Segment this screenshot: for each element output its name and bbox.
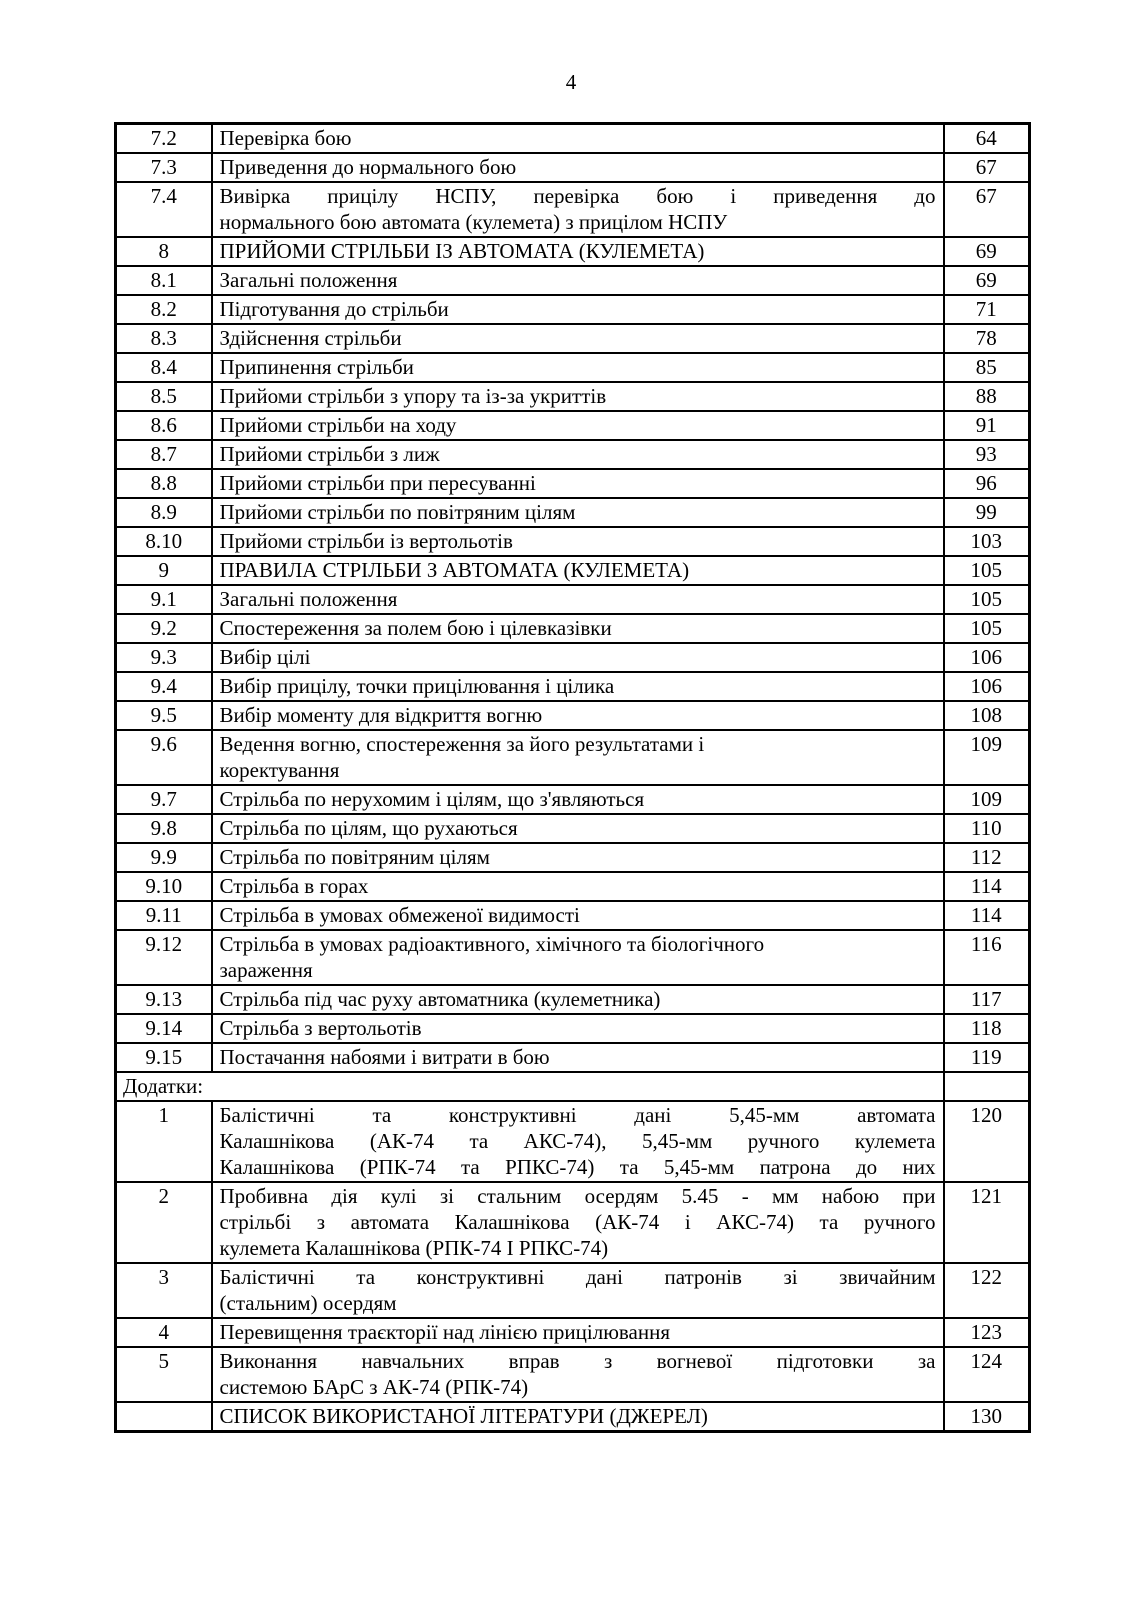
toc-title-line: нормального бою автомата (кулемета) з прицілом НСПУ <box>219 210 728 234</box>
toc-row-page: 120 <box>944 1101 1030 1182</box>
toc-row-number: 8.7 <box>116 440 212 469</box>
toc-row-number: 9.3 <box>116 643 212 672</box>
toc-row-title <box>212 1263 944 1318</box>
toc-row-page: 118 <box>944 1014 1030 1043</box>
toc-row <box>116 440 1030 469</box>
toc-title-line: Прийоми стрільби по повітряним цілям <box>219 500 576 524</box>
toc-title-line: Прийоми стрільби із вертольотів <box>219 529 513 553</box>
toc-row-title <box>212 814 944 843</box>
toc-title-line: Припинення стрільби <box>219 355 414 379</box>
toc-row-title <box>212 382 944 411</box>
toc-title-line: Прийоми стрільби з упору та із-за укриттів <box>219 384 607 408</box>
toc-title-line: Балістичні та конструктивні дані патронів зі звичайним <box>219 1265 936 1289</box>
toc-title-line: Калашнікова (РПК-74 та РПКС-74) та 5,45-мм патрона до них <box>219 1155 936 1179</box>
toc-row-number: 8.4 <box>116 353 212 382</box>
toc-row-number: 8.10 <box>116 527 212 556</box>
toc-row-page: 114 <box>944 901 1030 930</box>
toc-row-page: 96 <box>944 469 1030 498</box>
toc-title-line: Прийоми стрільби при пересуванні <box>219 471 536 495</box>
toc-row-title <box>212 1043 944 1072</box>
toc-row-number: 3 <box>116 1263 212 1318</box>
toc-row-number: 7.2 <box>116 124 212 154</box>
toc-row-number <box>116 1402 212 1432</box>
toc-row-number: 8.8 <box>116 469 212 498</box>
toc-row-page: 106 <box>944 672 1030 701</box>
toc-row-title <box>212 672 944 701</box>
toc-row-number: 8.6 <box>116 411 212 440</box>
toc-title-line: Пробивна дія кулі зі стальним осердям 5.45 - мм набою при <box>219 1184 936 1208</box>
toc-row <box>116 527 1030 556</box>
toc-row <box>116 814 1030 843</box>
toc-title-line: Стрільба в умовах радіоактивного, хімічного та біологічного <box>219 932 765 956</box>
toc-row-title <box>212 295 944 324</box>
toc-row-page: 119 <box>944 1043 1030 1072</box>
toc-row-title <box>212 469 944 498</box>
toc-row-page: 110 <box>944 814 1030 843</box>
toc-row-title <box>212 153 944 182</box>
toc-row <box>116 1014 1030 1043</box>
toc-title-line: Стрільба під час руху автоматника (кулеметника) <box>219 987 661 1011</box>
toc-row-page: 108 <box>944 701 1030 730</box>
toc-row-title <box>212 411 944 440</box>
toc-row-number: 8 <box>116 237 212 266</box>
toc-row-title <box>212 701 944 730</box>
page-number: 4 <box>565 70 577 94</box>
toc-row-number: 2 <box>116 1182 212 1263</box>
toc-title-line: Підготування до стрільби <box>219 297 449 321</box>
toc-row-page: 105 <box>944 556 1030 585</box>
toc-title-line: Спостереження за полем бою і цілевказівки <box>219 616 612 640</box>
toc-row-title <box>212 785 944 814</box>
toc-row <box>116 1263 1030 1318</box>
toc-row-title <box>212 1347 944 1402</box>
toc-row-title <box>212 527 944 556</box>
toc-row <box>116 498 1030 527</box>
toc-row-number: 4 <box>116 1318 212 1347</box>
toc-title-line: Перевищення траєкторії над лінією прицілювання <box>219 1320 670 1344</box>
toc-title-line: коректування <box>219 758 340 782</box>
toc-row-number: 9.13 <box>116 985 212 1014</box>
toc-row <box>116 237 1030 266</box>
toc-row <box>116 411 1030 440</box>
toc-row-page: 69 <box>944 266 1030 295</box>
toc-title-line: ПРИЙОМИ СТРІЛЬБИ ІЗ АВТОМАТА (КУЛЕМЕТА) <box>219 239 705 263</box>
toc-row <box>116 295 1030 324</box>
toc-title-line: Постачання набоями і витрати в бою <box>219 1045 550 1069</box>
toc-row-page: 67 <box>944 153 1030 182</box>
toc-title-line: Вибір цілі <box>219 645 311 669</box>
toc-row-page: 99 <box>944 498 1030 527</box>
toc-row-title <box>212 324 944 353</box>
toc-row <box>116 1347 1030 1402</box>
toc-row <box>116 1402 1030 1432</box>
toc-title-line: Стрільба з вертольотів <box>219 1016 422 1040</box>
toc-row-number: 9.8 <box>116 814 212 843</box>
toc-row-page: 114 <box>944 872 1030 901</box>
toc-row-page: 109 <box>944 785 1030 814</box>
toc-row <box>116 901 1030 930</box>
toc-row <box>116 730 1030 785</box>
toc-title-line: (стальним) осердям <box>219 1291 397 1315</box>
toc-title-line: Загальні положення <box>219 268 398 292</box>
toc-row-title <box>212 985 944 1014</box>
toc-row-page: 109 <box>944 730 1030 785</box>
toc-row <box>116 556 1030 585</box>
toc-title-line: Перевірка бою <box>219 126 352 150</box>
toc-row <box>116 324 1030 353</box>
toc-title-line: Вивірка прицілу НСПУ, перевірка бою і приведення до <box>219 184 936 208</box>
toc-title-line: Прийоми стрільби на ходу <box>219 413 457 437</box>
toc-row-page: 88 <box>944 382 1030 411</box>
toc-row-title <box>212 182 944 237</box>
toc-row-number: 8.1 <box>116 266 212 295</box>
toc-row-title <box>212 237 944 266</box>
toc-row-title <box>212 353 944 382</box>
toc-title-line: Стрільба по нерухомим і цілям, що з'являються <box>219 787 645 811</box>
toc-row <box>116 930 1030 985</box>
toc-section-row <box>116 1072 1030 1101</box>
toc-row-page: 123 <box>944 1318 1030 1347</box>
toc-row <box>116 1182 1030 1263</box>
toc-row-number: 9.14 <box>116 1014 212 1043</box>
toc-row-number: 9.11 <box>116 901 212 930</box>
toc-row-title <box>212 643 944 672</box>
toc-row <box>116 785 1030 814</box>
toc-title-line: Вибір моменту для відкриття вогню <box>219 703 543 727</box>
toc-row-title <box>212 1014 944 1043</box>
toc-row <box>116 1043 1030 1072</box>
toc-row-number: 7.3 <box>116 153 212 182</box>
toc-row-title <box>212 556 944 585</box>
toc-title-line: Приведення до нормального бою <box>219 155 517 179</box>
toc-row-title <box>212 498 944 527</box>
toc-row-page: 78 <box>944 324 1030 353</box>
toc-row-title <box>212 1318 944 1347</box>
toc-row-number: 9.9 <box>116 843 212 872</box>
toc-row-page: 67 <box>944 182 1030 237</box>
toc-row-page: 112 <box>944 843 1030 872</box>
toc-row-page: 64 <box>944 124 1030 154</box>
toc-title-line: зараження <box>219 958 313 982</box>
toc-row <box>116 182 1030 237</box>
toc-row-number: 5 <box>116 1347 212 1402</box>
toc-row-title <box>212 930 944 985</box>
toc-row-title <box>212 1101 944 1182</box>
toc-row-number: 9.15 <box>116 1043 212 1072</box>
toc-title-line: кулемета Калашнікова (РПК-74 І РПКС-74) <box>219 1236 609 1260</box>
toc-row-number: 1 <box>116 1101 212 1182</box>
toc-table <box>114 122 1031 1433</box>
toc-title-line: системою БАрС з АК-74 (РПК-74) <box>219 1375 529 1399</box>
toc-row-title <box>212 843 944 872</box>
toc-title-line: Прийоми стрільби з лиж <box>219 442 440 466</box>
toc-row-number: 9.1 <box>116 585 212 614</box>
toc-row-number: 9.6 <box>116 730 212 785</box>
toc-row-page: 105 <box>944 614 1030 643</box>
toc-row-number: 9.7 <box>116 785 212 814</box>
toc-row-page: 130 <box>944 1402 1030 1432</box>
toc-title-line: СПИСОК ВИКОРИСТАНОЇ ЛІТЕРАТУРИ (ДЖЕРЕЛ) <box>219 1404 708 1428</box>
toc-title-line: Калашнікова (АК-74 та АКС-74), 5,45-мм ручного кулемета <box>219 1129 936 1153</box>
toc-row-page: 69 <box>944 237 1030 266</box>
toc-row-page <box>944 1072 1030 1101</box>
toc-section-label: Додатки: <box>116 1072 944 1101</box>
toc-row-page: 91 <box>944 411 1030 440</box>
toc-row <box>116 266 1030 295</box>
toc-row-page: 93 <box>944 440 1030 469</box>
toc-row-title <box>212 1182 944 1263</box>
toc-row-page: 116 <box>944 930 1030 985</box>
toc-row-number: 9.5 <box>116 701 212 730</box>
toc-row <box>116 643 1030 672</box>
toc-row-number: 8.5 <box>116 382 212 411</box>
toc-row-title <box>212 124 944 154</box>
toc-row <box>116 1318 1030 1347</box>
toc-title-line: Стрільба в умовах обмеженої видимості <box>219 903 580 927</box>
toc-row-number: 7.4 <box>116 182 212 237</box>
toc-title-line: Здійснення стрільби <box>219 326 402 350</box>
toc-title-line: Стрільба по цілям, що рухаються <box>219 816 518 840</box>
toc-row-page: 85 <box>944 353 1030 382</box>
toc-row-number: 9 <box>116 556 212 585</box>
toc-row <box>116 614 1030 643</box>
toc-row-title <box>212 440 944 469</box>
toc-row-page: 122 <box>944 1263 1030 1318</box>
toc-row <box>116 124 1030 154</box>
toc-title-line: Ведення вогню, спостереження за його результатами і <box>219 732 705 756</box>
toc-title-line: Стрільба в горах <box>219 874 369 898</box>
toc-row <box>116 701 1030 730</box>
toc-row-number: 9.4 <box>116 672 212 701</box>
toc-row-page: 105 <box>944 585 1030 614</box>
toc-row <box>116 985 1030 1014</box>
toc-row-number: 8.2 <box>116 295 212 324</box>
toc-row <box>116 382 1030 411</box>
toc-title-line: Стрільба по повітряним цілям <box>219 845 490 869</box>
toc-row-title <box>212 730 944 785</box>
toc-row-title <box>212 585 944 614</box>
toc-row-page: 71 <box>944 295 1030 324</box>
toc-row <box>116 585 1030 614</box>
toc-title-line: Виконання навчальних вправ з вогневої підготовки за <box>219 1349 936 1373</box>
toc-row-number: 8.9 <box>116 498 212 527</box>
toc-row-title <box>212 1402 944 1432</box>
toc-row <box>116 872 1030 901</box>
toc-row <box>116 469 1030 498</box>
toc-row <box>116 843 1030 872</box>
toc-row-number: 8.3 <box>116 324 212 353</box>
toc-row-number: 9.10 <box>116 872 212 901</box>
toc-title-line: Балістичні та конструктивні дані 5,45-мм автомата <box>219 1103 936 1127</box>
toc-title-line: ПРАВИЛА СТРІЛЬБИ З АВТОМАТА (КУЛЕМЕТА) <box>219 558 690 582</box>
toc-row-page: 117 <box>944 985 1030 1014</box>
toc-row-page: 103 <box>944 527 1030 556</box>
toc-row-number: 9.2 <box>116 614 212 643</box>
toc-row-page: 124 <box>944 1347 1030 1402</box>
toc-row-number: 9.12 <box>116 930 212 985</box>
toc-row <box>116 1101 1030 1182</box>
toc-title-line: стрільбі з автомата Калашнікова (АК-74 і АКС-74) та ручного <box>219 1210 936 1234</box>
toc-title-line: Вибір прицілу, точки прицілювання і цілика <box>219 674 615 698</box>
toc-title-line: Загальні положення <box>219 587 398 611</box>
toc-row <box>116 353 1030 382</box>
toc-row-page: 121 <box>944 1182 1030 1263</box>
toc-row <box>116 153 1030 182</box>
toc-row-title <box>212 614 944 643</box>
toc-row-page: 106 <box>944 643 1030 672</box>
toc-row-title <box>212 266 944 295</box>
toc-body <box>116 124 1030 1432</box>
toc-row-title <box>212 872 944 901</box>
toc-row <box>116 672 1030 701</box>
toc-row-title <box>212 901 944 930</box>
